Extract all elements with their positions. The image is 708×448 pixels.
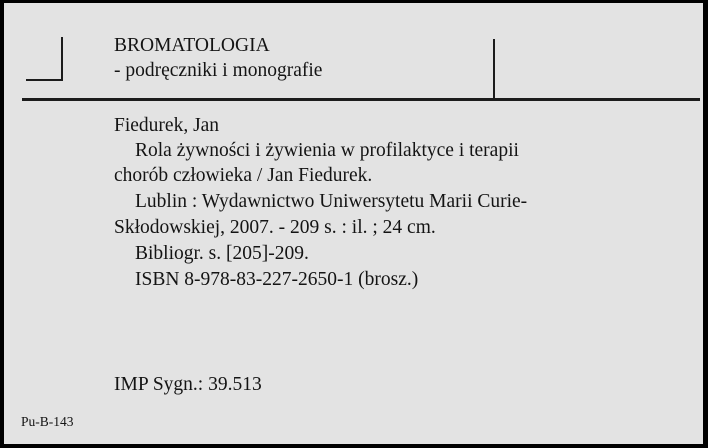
corner-mark-vertical: [61, 37, 63, 81]
call-number: IMP Sygn.: 39.513: [114, 374, 262, 395]
imprint-line-2: Skłodowskiej, 2007. - 209 s. : il. ; 24 cm.: [114, 217, 436, 238]
subject-heading: BROMATOLOGIA: [114, 35, 270, 56]
title-line-2: chorób człowieka / Jan Fiedurek.: [114, 165, 373, 186]
heading-divider: [493, 39, 495, 99]
main-rule: [22, 98, 700, 101]
title-line-1: Rola żywności i żywienia w profilaktyce i terapii: [135, 140, 519, 161]
isbn: ISBN 8-978-83-227-2650-1 (brosz.): [135, 269, 419, 290]
card-code: Pu-B-143: [21, 414, 74, 429]
corner-mark-horizontal: [26, 79, 63, 81]
subject-subdivision: - podręczniki i monografie: [114, 60, 323, 81]
bibliography-note: Bibliogr. s. [205]-209.: [135, 243, 309, 264]
imprint-line-1: Lublin : Wydawnictwo Uniwersytetu Marii Curie-: [135, 191, 528, 212]
author: Fiedurek, Jan: [114, 115, 220, 136]
catalog-card: [4, 3, 703, 444]
